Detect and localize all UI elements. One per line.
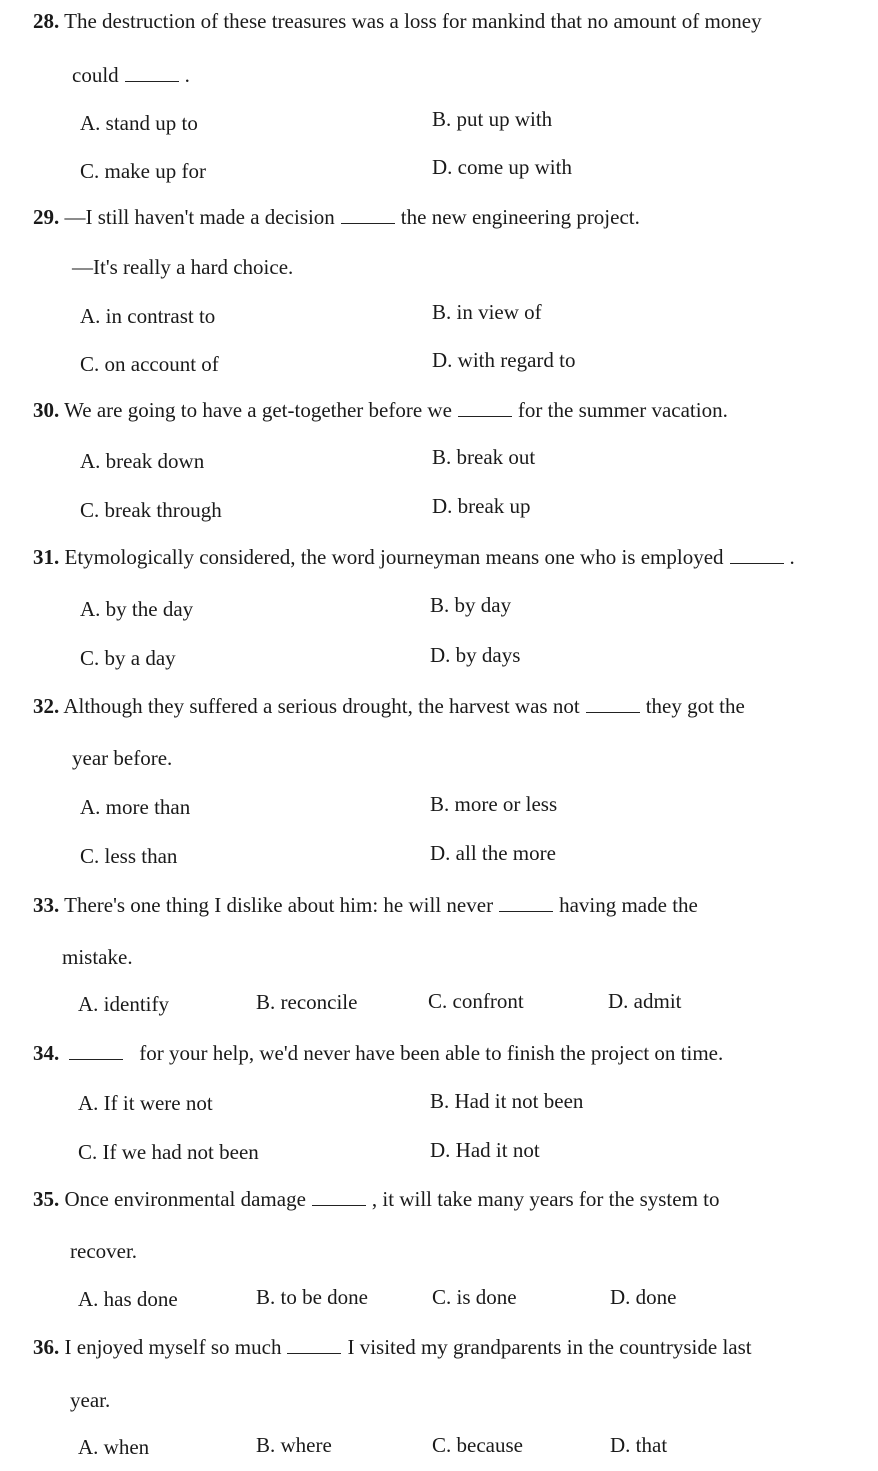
- question-29-stem: [33, 204, 640, 230]
- option-c: C. make up for: [80, 159, 206, 183]
- option-a: A. has done: [78, 1287, 178, 1311]
- option-b: B. where: [256, 1433, 332, 1457]
- option-a: A. If it were not: [78, 1091, 213, 1115]
- question-34-stem: [33, 1040, 723, 1066]
- option-d: D. break up: [432, 494, 531, 518]
- answer-blank: [499, 895, 553, 912]
- option-d: D. come up with: [432, 155, 572, 179]
- question-35-stem: [33, 1186, 720, 1212]
- question-32-stem: [33, 693, 745, 719]
- option-c: C. because: [432, 1433, 523, 1457]
- option-b: B. in view of: [432, 300, 542, 324]
- question-text: Although they suffered a serious drought, the harvest was not: [63, 694, 580, 718]
- option-d: D. that: [610, 1433, 668, 1457]
- answer-blank: [287, 1337, 341, 1354]
- answer-blank: [458, 400, 512, 417]
- option-a: A. break down: [80, 449, 205, 473]
- question-text: .: [789, 545, 795, 569]
- question-32-stem-cont: year before.: [72, 746, 173, 770]
- question-number: 31.: [33, 545, 60, 569]
- question-text: I enjoyed myself so much: [64, 1335, 282, 1359]
- option-a: A. stand up to: [80, 111, 198, 135]
- option-d: D. all the more: [430, 841, 556, 865]
- option-b: B. put up with: [432, 107, 553, 131]
- answer-blank: [586, 696, 640, 713]
- option-c: C. confront: [428, 989, 524, 1013]
- question-text: I visited my grandparents in the countryside last: [347, 1335, 752, 1359]
- question-number: 30.: [33, 398, 60, 422]
- option-d: D. admit: [608, 989, 682, 1013]
- question-text: the new engineering project.: [400, 205, 640, 229]
- option-b: B. more or less: [430, 792, 558, 816]
- question-31-stem: [33, 544, 795, 570]
- option-a: A. in contrast to: [80, 304, 216, 328]
- question-33-stem-cont: mistake.: [62, 945, 133, 969]
- question-36-stem: [33, 1334, 752, 1360]
- option-b: B. by day: [430, 593, 512, 617]
- question-number: 34.: [33, 1041, 60, 1065]
- question-35-stem-cont: recover.: [70, 1239, 138, 1263]
- option-b: B. to be done: [256, 1285, 368, 1309]
- option-c: C. is done: [432, 1285, 517, 1309]
- question-text: for the summer vacation.: [517, 398, 728, 422]
- question-33-stem: [33, 892, 698, 918]
- answer-blank: [69, 1043, 123, 1060]
- question-text: Etymologically considered, the word journeyman means one who is employed: [64, 545, 724, 569]
- question-number: 33.: [33, 893, 60, 917]
- answer-blank: [730, 547, 784, 564]
- question-text: , it will take many years for the system to: [371, 1187, 720, 1211]
- question-28-stem: [33, 8, 762, 34]
- question-text: could: [72, 63, 119, 87]
- option-b: B. break out: [432, 445, 536, 469]
- option-c: C. less than: [80, 844, 178, 868]
- question-text: they got the: [645, 694, 745, 718]
- option-d: D. with regard to: [432, 348, 576, 372]
- question-text: Once environmental damage: [64, 1187, 306, 1211]
- answer-blank: [341, 207, 395, 224]
- option-c: C. If we had not been: [78, 1140, 259, 1164]
- option-d: D. by days: [430, 643, 521, 667]
- option-a: A. when: [78, 1435, 150, 1459]
- option-d: D. Had it not: [430, 1138, 540, 1162]
- question-text: We are going to have a get-together before we: [64, 398, 452, 422]
- question-36-stem-cont: year.: [70, 1388, 111, 1412]
- question-number: 35.: [33, 1187, 60, 1211]
- question-number: 29.: [33, 205, 60, 229]
- question-28-stem-cont: [72, 62, 190, 88]
- question-number: 32.: [33, 694, 60, 718]
- question-text: having made the: [559, 893, 698, 917]
- option-b: B. reconcile: [256, 990, 358, 1014]
- answer-blank: [125, 65, 179, 82]
- option-c: C. by a day: [80, 646, 176, 670]
- option-a: A. identify: [78, 992, 169, 1016]
- question-text: —I still haven't made a decision: [64, 205, 335, 229]
- question-30-stem: [33, 397, 728, 423]
- option-a: A. more than: [80, 795, 191, 819]
- option-c: C. on account of: [80, 352, 219, 376]
- question-text: .: [184, 63, 190, 87]
- question-text: There's one thing I dislike about him: he will never: [64, 893, 494, 917]
- option-b: B. Had it not been: [430, 1089, 584, 1113]
- option-a: A. by the day: [80, 597, 194, 621]
- question-number: 28.: [33, 9, 60, 33]
- question-text: for your help, we'd never have been able to finish the project on time.: [139, 1041, 724, 1065]
- option-c: C. break through: [80, 498, 222, 522]
- question-number: 36.: [33, 1335, 60, 1359]
- question-29-stem-cont: —It's really a hard choice.: [72, 255, 294, 279]
- answer-blank: [312, 1189, 366, 1206]
- option-d: D. done: [610, 1285, 677, 1309]
- question-text: The destruction of these treasures was a loss for mankind that no amount of money: [64, 9, 762, 33]
